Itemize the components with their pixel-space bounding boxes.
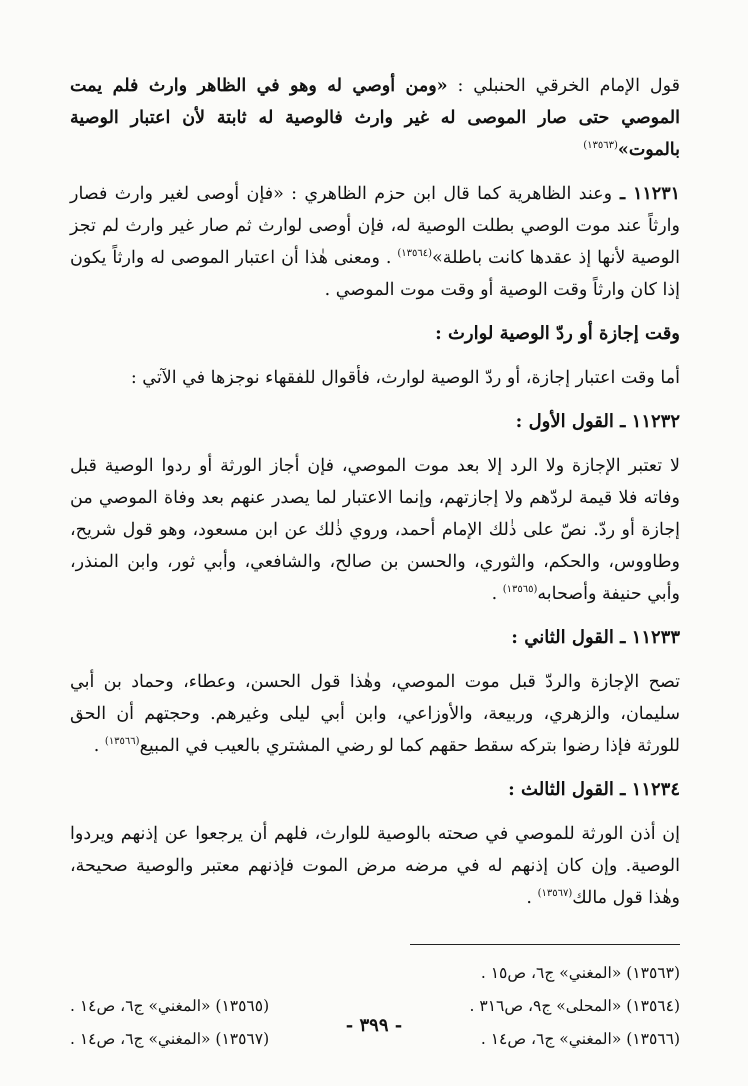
paragraph-kharqi-quote: [70, 70, 680, 166]
paragraph-end: .: [526, 888, 538, 908]
paragraph-text: تصح الإجازة والردّ قبل موت الموصي، وهٰذا قول الحسن، وعطاء، وحماد بن أبي سليمان، والزهري، وربيعة، والأوزاعي، وابن أبي ليلى وغيرهم. وحجتهم أن الحق للورثة فإذا رضوا بتركه سقط حقهم كما لو رضي المشتري بالعيب في المبيع: [70, 672, 680, 756]
paragraph-end: .: [491, 584, 503, 604]
paragraph-first-opinion: [70, 450, 680, 610]
paragraph-end: .: [93, 736, 105, 756]
footnote-13566: (١٣٥٦٦) «المغني» ج٦، ص١٤ .: [480, 1030, 680, 1048]
paragraph-number: ١١٢٣١ ـ: [612, 184, 680, 204]
footnote-13564: (١٣٥٦٤) «المحلى» ج٩، ص٣١٦ .: [469, 997, 680, 1015]
footnote-ref-13564: (١٣٥٦٤): [397, 248, 433, 260]
footnote-ref-13563: (١٣٥٦٣): [583, 140, 618, 152]
paragraph-intro: قول الإمام الخرقي الحنبلي :: [447, 76, 681, 96]
footnote-ref-13567: (١٣٥٦٧): [537, 888, 573, 900]
paragraph-text: . ومعنى هٰذا أن اعتبار الموصى له وارثاً يكون إذا كان وارثاً وقت الوصية أو وقت موت الموصي .: [70, 248, 680, 300]
paragraph-intro-opinions: أما وقت اعتبار إجازة، أو ردّ الوصية لوارث، فأقوال للفقهاء نوجزها في الآتي :: [130, 368, 680, 388]
footnote-13567: (١٣٥٦٧) «المغني» ج٦، ص١٤ .: [70, 1030, 270, 1048]
footnote-13563: (١٣٥٦٣) «المغني» ج٦، ص١٥ .: [480, 964, 680, 982]
paragraph-third-opinion: [70, 818, 680, 914]
paragraph-11231: [70, 178, 680, 306]
heading-third-opinion: ١١٢٣٤ ـ القول الثالث :: [508, 779, 680, 800]
footnote-ref-13566: (١٣٥٦٦): [104, 736, 140, 748]
footnote-ref-13565: (١٣٥٦٥): [502, 584, 538, 596]
section-heading-timing: وقت إجازة أو ردّ الوصية لوارث :: [435, 323, 680, 344]
paragraph-second-opinion: [70, 666, 680, 762]
paragraph-text: لا تعتبر الإجازة ولا الرد إلا بعد موت الموصي، فإن أجاز الورثة أو ردوا الوصية قبل وفاته فلا قيمة لردّهم ولا إجازتهم، وإنما الاعتبار لما يصدر عنهم بعد وفاة الموصي من إجازة أو ردّ. نصّ على ذٰلك الإمام أحمد، وروي ذٰلك عن ابن مسعود، وهو قول شريح، وطاووس، والحكم، والثوري، والحسن بن صالح، والشافعي، وأبي ثور، وابن المنذر، وأبي حنيفة وأصحابه: [70, 456, 680, 604]
kharqi-quote: «ومن أوصي له وهو في الظاهر وارث فلم يمت الموصي حتى صار الموصى له غير وارث فالوصية له ثابتة لأن اعتبار الوصية بالموت»: [70, 76, 680, 160]
heading-second-opinion: ١١٢٣٣ ـ القول الثاني :: [511, 627, 680, 648]
heading-first-opinion: ١١٢٣٢ ـ القول الأول :: [515, 411, 680, 432]
footnote-divider: [410, 944, 680, 945]
page-number: - ٣٩٩ -: [345, 1015, 403, 1036]
footnote-row-1: [70, 957, 680, 990]
paragraph-text: إن أذن الورثة للموصي في صحته بالوصية للوارث، فلهم أن يرجعوا عن إذنهم ويردوا الوصية. وإن كان إذنهم له في مرضه مرض الموت فإذنهم معتبر والوصية صحيحة، وهٰذا قول مالك: [70, 824, 680, 908]
footnote-13565: (١٣٥٦٥) «المغني» ج٦، ص١٤ .: [70, 997, 270, 1015]
ibn-hazm-quote: وعند الظاهرية كما قال ابن حزم الظاهري : «فإن أوصى لغير وارث فصار وارثاً عند موت الوصي بطلت الوصية له، فإن أوصى لوارث ثم صار غير وارث لم تجز الوصية لأنها إذ عقدها كانت باطلة»: [70, 184, 680, 268]
